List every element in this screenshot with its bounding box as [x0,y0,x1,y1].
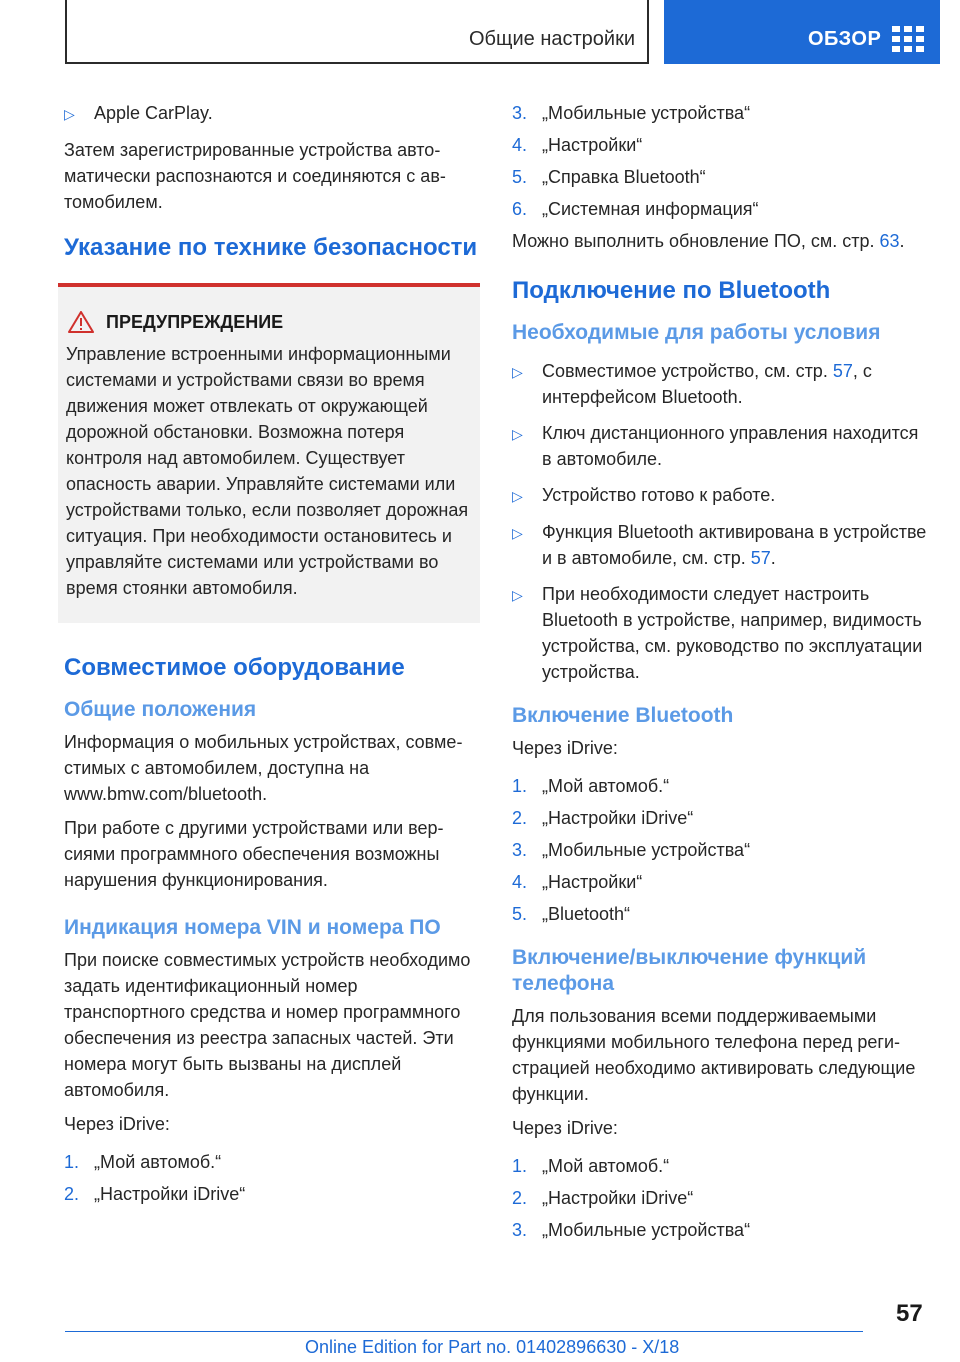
section-title: Общие настройки [469,28,635,50]
triangle-bullet-icon: ▷ [64,106,75,122]
paragraph: Через iDrive: [512,1118,618,1138]
list-item [512,358,928,410]
step-number: 3. [512,1220,528,1240]
list-item [512,132,928,158]
list-item [512,805,928,831]
step-number: 2. [64,1184,80,1204]
heading-bluetooth: Подключение по Bluetooth [512,277,831,304]
list-item [512,164,928,190]
list-item [512,837,928,863]
text: Можно выполнить обновление ПО, см. стр. [512,231,880,251]
text: Совместимое устройство, см. стр. [542,361,833,381]
bullet-text: Устройство готово к работе. [542,485,776,505]
step-number: 5. [512,904,528,924]
bullet-text [542,358,928,410]
page-link-63[interactable]: 63 [879,231,900,251]
step-number: 5. [512,167,528,187]
list-item [512,1185,928,1211]
step-text: „Мобильные устройства“ [542,103,751,123]
page-link-57[interactable]: 57 [832,361,853,381]
list-item [512,1217,928,1243]
bullet-text: Ключ дистанционного управления находится в автомобиле. [542,423,919,469]
list-item [512,100,928,126]
warning-box [58,283,480,623]
heading-compatible: Совместимое оборудование [64,654,405,681]
list-item [512,581,928,685]
paragraph-update [512,228,928,254]
paragraph: Информация о мобильных устройствах, совместимых с автомобилем, доступна на www.bmw.com/bluetooth. [64,732,463,804]
paragraph: При работе с другими устройствами или версиями программного обеспечения возможны нарушения функционирования. [64,818,444,890]
right-column [512,100,928,1249]
triangle-bullet-icon: ▷ [512,488,523,504]
list-item [512,482,928,509]
step-number: 2. [512,1188,528,1208]
step-text: „Мобильные устройства“ [542,840,751,860]
step-number: 3. [512,103,528,123]
heading-requirements: Необходимые для работы условия [512,321,881,344]
page-number: 57 [896,1300,923,1327]
edition-text: Online Edition for Part no. 01402896630 - X/18 [305,1337,680,1357]
step-text: „Мой автомоб.“ [542,1156,670,1176]
step-number: 6. [512,199,528,219]
list-item [64,1181,480,1207]
step-text: „Справка Bluetooth“ [542,167,706,187]
step-text: „Мобильные устройства“ [542,1220,751,1240]
list-item [512,196,928,222]
step-text: „Настройки“ [542,135,643,155]
step-number: 3. [512,840,528,860]
list-item [64,100,480,127]
paragraph: При поиске совместимых устройств необходимо задать идентификационный номер транспортного средства и номер программного обеспечения из реестра запасных частей. Эти номера могут быть вызваны на дисплей автомобиля. [64,950,471,1100]
heading-phone-functions: Включение/выключение функций телефона [512,946,867,995]
triangle-bullet-icon: ▷ [512,587,523,603]
header-section-box [65,0,649,64]
page-link-57[interactable]: 57 [750,548,771,568]
bullet-text [542,519,928,571]
text: Функция Bluetooth активирована в устройстве и в автомобиле, см. стр. [542,522,927,568]
paragraph: Через iDrive: [64,1114,170,1134]
step-text: „Настройки“ [542,872,643,892]
step-number: 1. [64,1152,80,1172]
list-item [512,773,928,799]
overview-nav-button[interactable] [664,0,940,64]
heading-general: Общие положения [64,698,257,721]
step-text: „Настройки iDrive“ [94,1184,246,1204]
text: . [899,231,905,251]
paragraph: Через iDrive: [512,738,618,758]
step-text: „Мой автомоб.“ [542,776,670,796]
warning-text: Управление встроенными информационными системами и устройствами связи во время движения может отвлекать от окружающей дорожной обстановки. Возможна потеря контроля над автомобилем. Существует опасность аварии. Управляйте системами или устройствами только, если позволяет дорожная ситуация. При необходимости остановитесь и управляйте системами или устройствами во время стоянки автомобиля. [66,344,469,598]
bullet-text: Apple CarPlay. [94,103,213,123]
step-text: „Bluetooth“ [542,904,631,924]
warning-title-text: ПРЕДУПРЕЖДЕНИЕ [106,311,284,332]
list-item [512,420,928,472]
list-item [512,519,928,571]
list-item [512,869,928,895]
heading-vin: Индикация номера VIN и номера ПО [64,916,441,939]
triangle-bullet-icon: ▷ [512,525,523,541]
left-column [64,100,480,1213]
heading-enable-bluetooth: Включение Bluetooth [512,704,734,727]
warning-triangle-icon [68,311,94,333]
paragraph: Для пользования всеми поддерживаемыми функциями мобильного телефона перед регистрацией необходимо активировать следующие функции. [512,1006,916,1104]
step-number: 1. [512,1156,528,1176]
list-item [512,901,928,927]
paragraph: Затем зарегистрированные устройства автоматически распознаются и соединяются с автомобилем. [64,140,446,212]
footer-divider [65,1331,863,1332]
step-number: 1. [512,776,528,796]
list-item [512,1153,928,1179]
step-number: 2. [512,808,528,828]
step-text: „Настройки iDrive“ [542,808,694,828]
bullet-text: При необходимости следует настроить Bluetooth в устройстве, например, видимость устройства, см. руководство по эксплуатации устройства. [542,584,923,682]
step-text: „Мой автомоб.“ [94,1152,222,1172]
warning-title [66,311,472,333]
step-number: 4. [512,135,528,155]
list-item [64,1149,480,1175]
overview-nav-label: ОБЗОР [808,28,882,50]
grid-icon [892,26,924,52]
step-text: „Настройки iDrive“ [542,1188,694,1208]
heading-safety: Указание по технике безопасности [64,234,478,261]
triangle-bullet-icon: ▷ [512,364,523,380]
step-text: „Системная информация“ [542,199,759,219]
text: , с интерфейсом Bluetooth. [542,361,872,407]
triangle-bullet-icon: ▷ [512,426,523,442]
text: . [770,548,776,568]
step-number: 4. [512,872,528,892]
